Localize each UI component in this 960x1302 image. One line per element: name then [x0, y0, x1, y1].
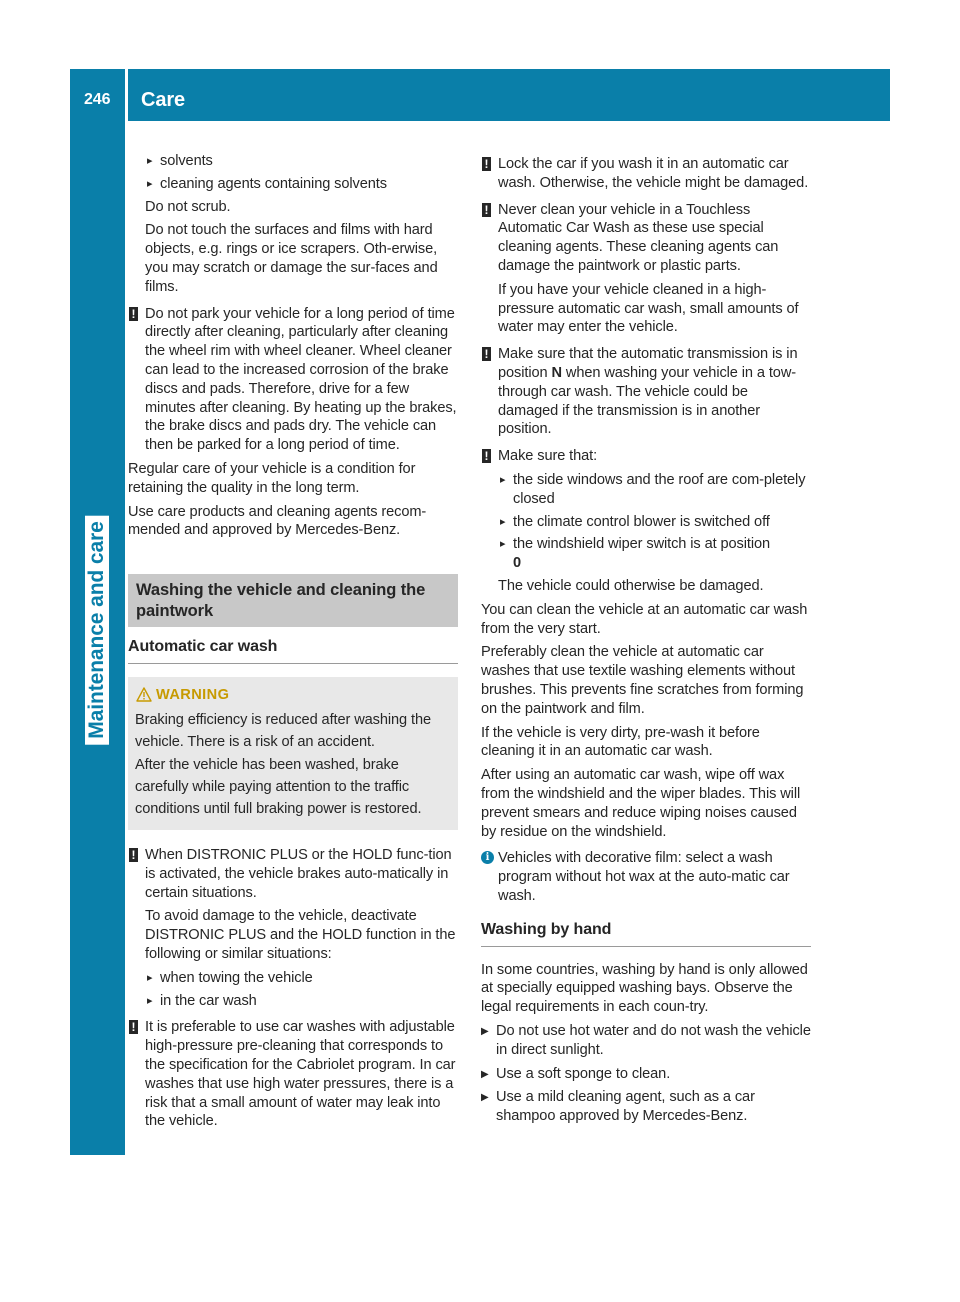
paragraph-regular-care: Regular care of your vehicle is a condition for retaining the quality in the long term. — [128, 460, 416, 496]
notice-subtext: To avoid damage to the vehicle, deactivate DISTRONIC PLUS and the HOLD function in the following or similar situations: — [145, 908, 456, 962]
notice-subtext: If you have your vehicle cleaned in a high-pressure automatic car wash, small amounts of water may enter the vehicle. — [498, 281, 799, 336]
info-decorative-film — [481, 849, 811, 905]
notice-text: Lock the car if you wash it in an automatic car wash. Otherwise, the vehicle might be damaged. — [498, 156, 809, 191]
paragraph-do-not-touch: Do not touch the surfaces and films with hard objects, e.g. rings or ice scrapers. Oth-erwise, you may scratch or damage the sur-faces and films. — [145, 222, 438, 295]
subheading-washing-by-hand: Washing by hand — [481, 920, 811, 947]
header-divider — [125, 69, 128, 121]
list-item — [481, 535, 811, 573]
notice-text: Do not park your vehicle for a long period of time directly after cleaning, particularly after cleaning the wheel rim with wheel cleaner. Wheel cleaner can lead to the increased corrosion of the brake discs and pads. Therefore, drive for a few minutes after cleaning. By heating up the brakes, the brake discs and pads dry. The vehicle can then be parked for a long period of time. — [145, 305, 457, 454]
exclamation-icon: ! — [129, 848, 138, 862]
warning-paragraph: Braking efficiency is reduced after washing the vehicle. There is a risk of an accident. — [135, 711, 431, 750]
warning-box — [128, 677, 458, 830]
list-item: ▸ solvents — [128, 152, 458, 171]
step-item: ▶ Use a soft sponge to clean. — [481, 1065, 811, 1084]
wiper-position-0: 0 — [513, 555, 522, 572]
paragraph-can-clean: You can clean the vehicle at an automatic car wash from the very start. — [481, 601, 808, 637]
list-item-text: the windshield wiper switch is at position — [513, 536, 770, 553]
notice-text: when washing your vehicle in a tow-through car wash. The vehicle could be damaged if the transmission is in another position. — [498, 364, 797, 438]
list-item: ▸ in the car wash — [128, 992, 458, 1011]
exclamation-icon: ! — [129, 307, 138, 321]
notice-text: It is preferable to use car washes with adjustable high-pressure pre-cleaning that corresponds to the specification for the Cabriolet program. In car washes that use high water pressures, there is a risk that a small amount of water may leak into the vehicle. — [145, 1019, 456, 1130]
page-title: Care — [141, 89, 186, 111]
page-number: 246 — [84, 91, 111, 108]
paragraph-use-care: Use care products and cleaning agents recom-mended and approved by Mercedes-Benz. — [128, 503, 427, 539]
notice-preferable — [128, 1018, 458, 1131]
section-heading: Washing the vehicle and cleaning the paintwork — [128, 574, 458, 627]
right-column — [481, 152, 811, 1131]
paragraph-very-dirty: If the vehicle is very dirty, pre-wash it before cleaning it in an automatic car wash. — [481, 724, 760, 760]
paragraph-countries: In some countries, washing by hand is only allowed at specially equipped washing bays. Observe the legal requirements in each coun-try. — [481, 961, 808, 1016]
list-item: ▸ cleaning agents containing solvents — [128, 175, 458, 194]
notice-text: When DISTRONIC PLUS or the HOLD func-tion is activated, the vehicle brakes auto-matically in certain situations. — [145, 846, 452, 901]
side-tab-label: Maintenance and care — [85, 515, 109, 744]
paragraph-after-wash: After using an automatic car wash, wipe off wax from the windshield and the wiper blades. This will prevent smears and reduce wiping noises caused by residue on the windshield. — [481, 767, 801, 840]
exclamation-icon: ! — [482, 347, 491, 361]
left-column — [128, 152, 458, 1136]
notice-park — [128, 305, 458, 455]
side-tab-marker — [70, 1101, 125, 1155]
exclamation-icon: ! — [482, 157, 491, 171]
info-text: Vehicles with decorative film: select a wash program without hot wax at the auto-matic car wash. — [498, 850, 790, 904]
step-item: ▶ Use a mild cleaning agent, such as a car shampoo approved by Mercedes-Benz. — [481, 1088, 811, 1126]
notice-text: Make sure that the automatic transmission is in position — [498, 346, 798, 381]
list-item: ▸ the climate control blower is switched off — [481, 513, 811, 532]
notice-distronic — [128, 846, 458, 902]
notice-make-sure — [481, 447, 811, 466]
warning-paragraph: After the vehicle has been washed, brake carefully while paying attention to the traffic conditions until full braking power is restored. — [135, 756, 422, 817]
notice-transmission — [481, 345, 811, 439]
warning-triangle-icon — [136, 687, 152, 702]
notice-touchless — [481, 201, 811, 276]
notice-text: Make sure that: — [498, 448, 598, 465]
subheading-automatic-car-wash: Automatic car wash — [128, 637, 458, 664]
page-header — [70, 69, 890, 121]
step-item: ▶ Do not use hot water and do not wash the vehicle in direct sunlight. — [481, 1022, 811, 1060]
paragraph-do-not-scrub: Do not scrub. — [145, 198, 231, 215]
list-item: ▸ when towing the vehicle — [128, 969, 458, 988]
notice-text: Never clean your vehicle in a Touchless Automatic Car Wash as these use special cleaning agents. These cleaning agents can damage the paintwork or plastic parts. — [498, 201, 779, 274]
notice-lock — [481, 155, 811, 193]
gear-position-n: N — [551, 364, 562, 381]
info-icon: i — [481, 851, 494, 864]
paragraph-otherwise: The vehicle could otherwise be damaged. — [498, 577, 764, 594]
warning-title-text: WARNING — [156, 687, 230, 704]
exclamation-icon: ! — [482, 203, 491, 217]
list-item: ▸ the side windows and the roof are com-pletely closed — [481, 471, 811, 509]
paragraph-preferably: Preferably clean the vehicle at automatic car washes that use textile washing elements without brushes. This prevents fine scratches from forming on the paintwork and film. — [481, 644, 804, 717]
exclamation-icon: ! — [129, 1020, 138, 1034]
exclamation-icon: ! — [482, 449, 491, 463]
warning-title — [135, 686, 452, 705]
